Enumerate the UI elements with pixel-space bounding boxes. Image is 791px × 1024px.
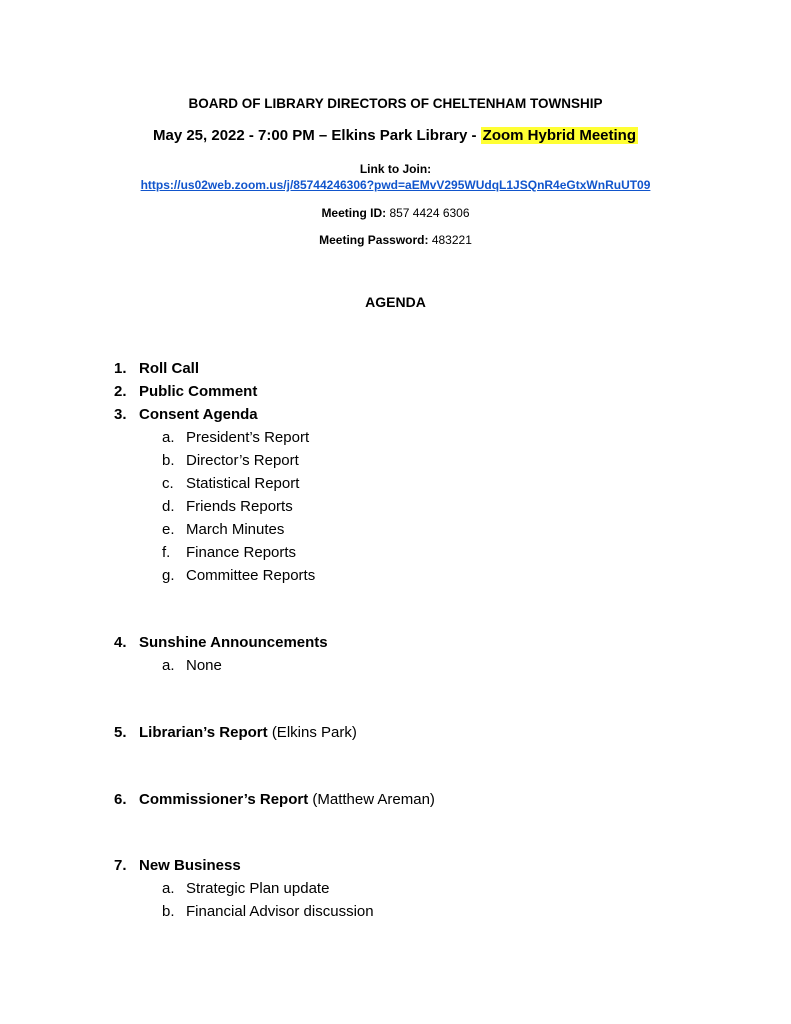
document-title: BOARD OF LIBRARY DIRECTORS OF CHELTENHAM TOWNSHIP <box>188 96 603 111</box>
consent-sub-presidents-report <box>162 429 309 446</box>
sub-label: Director’s Report <box>186 452 299 469</box>
item-number: 6. <box>114 791 127 808</box>
item-number: 3. <box>114 406 127 423</box>
item-label: Consent Agenda <box>139 406 258 423</box>
item-number: 7. <box>114 857 127 874</box>
join-link-label: Link to Join: <box>359 162 432 176</box>
sunshine-sub-none <box>162 657 222 674</box>
sub-letter: a. <box>162 429 175 446</box>
zoom-join-link[interactable]: https://us02web.zoom.us/j/85744246306?pwd=aEMvV295WUdqL1JSQnR4eGtxWnRuUT09 <box>140 178 651 192</box>
item-label: New Business <box>139 857 241 874</box>
consent-sub-friends-reports <box>162 498 293 515</box>
item-note: (Matthew Areman) <box>312 791 435 808</box>
sub-letter: f. <box>162 544 171 561</box>
sub-label: None <box>186 657 222 674</box>
meeting-id-label: Meeting ID: <box>321 206 387 220</box>
consent-sub-statistical-report <box>162 475 299 492</box>
meeting-password-line <box>0 233 791 247</box>
new-business-sub-strategic-plan <box>162 880 329 897</box>
sub-letter: d. <box>162 498 175 515</box>
sub-letter: c. <box>162 475 174 492</box>
sub-label: Strategic Plan update <box>186 880 330 897</box>
consent-sub-finance-reports <box>162 544 296 561</box>
sub-label: Statistical Report <box>186 475 300 492</box>
agenda-item-sunshine-announcements <box>114 634 328 651</box>
sub-letter: a. <box>162 880 175 897</box>
agenda-item-public-comment <box>114 383 257 400</box>
new-business-sub-financial-advisor <box>162 903 374 920</box>
sub-label: Committee Reports <box>186 567 316 584</box>
meeting-id-line <box>0 206 791 220</box>
item-label: Public Comment <box>139 383 258 400</box>
sub-label: Finance Reports <box>186 544 297 561</box>
meeting-password-label: Meeting Password: <box>319 233 429 247</box>
item-number: 4. <box>114 634 127 651</box>
item-number: 2. <box>114 383 127 400</box>
consent-sub-directors-report <box>162 452 299 469</box>
item-label: Librarian’s Report <box>139 724 268 741</box>
meeting-subtitle <box>0 127 791 144</box>
sub-label: Friends Reports <box>186 498 293 515</box>
consent-sub-march-minutes <box>162 521 284 538</box>
item-label: Sunshine Announcements <box>139 634 328 651</box>
agenda-item-librarians-report <box>114 724 357 741</box>
item-label: Roll Call <box>139 360 200 377</box>
agenda-heading: AGENDA <box>365 294 426 310</box>
sub-letter: a. <box>162 657 175 674</box>
sub-label: Financial Advisor discussion <box>186 903 374 920</box>
sub-letter: e. <box>162 521 175 538</box>
agenda-item-consent-agenda <box>114 406 258 423</box>
sub-letter: b. <box>162 903 175 920</box>
sub-letter: g. <box>162 567 175 584</box>
meeting-date-location: May 25, 2022 - 7:00 PM – Elkins Park Library - <box>152 127 481 144</box>
sub-label: President’s Report <box>186 429 310 446</box>
agenda-item-roll-call <box>114 360 199 377</box>
sub-label: March Minutes <box>186 521 285 538</box>
agenda-item-commissioners-report <box>114 791 435 808</box>
meeting-password-value: 483221 <box>431 233 472 247</box>
item-number: 1. <box>114 360 127 377</box>
sub-letter: b. <box>162 452 175 469</box>
meeting-id-value: 857 4424 6306 <box>389 206 470 220</box>
consent-sub-committee-reports <box>162 567 315 584</box>
item-number: 5. <box>114 724 127 741</box>
zoom-hybrid-highlight: Zoom Hybrid Meeting <box>482 127 636 144</box>
agenda-item-new-business <box>114 857 241 874</box>
item-label: Commissioner’s Report <box>139 791 309 808</box>
item-note: (Elkins Park) <box>271 724 357 741</box>
